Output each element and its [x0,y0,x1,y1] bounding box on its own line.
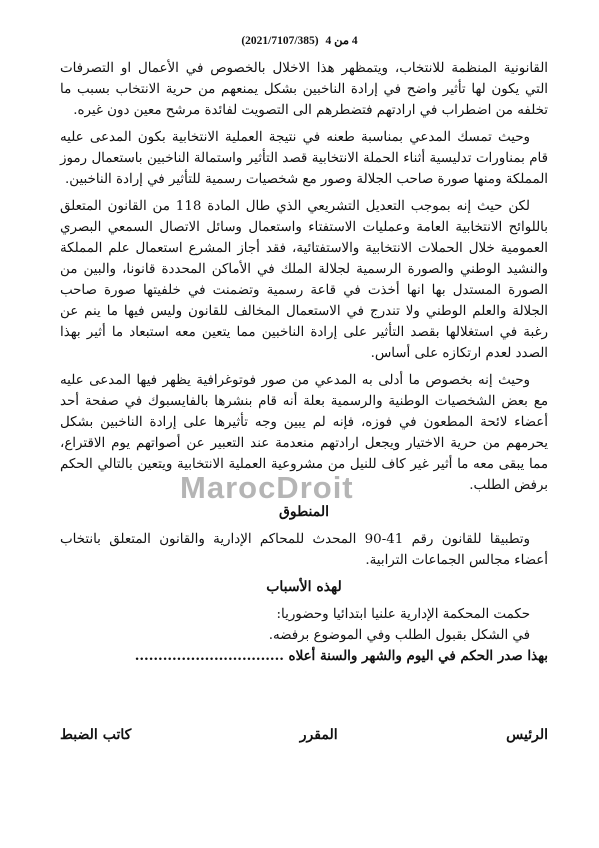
page-number: 4 من 4 [325,35,358,47]
operative-text: وتطبيقا للقانون رقم 41-90 المحدث للمحاكم الإدارية والقانون المتعلق بانتخاب أعضاء مجالس الجماعات الترابية. [60,532,548,568]
watermark: MarocDroit [180,470,354,505]
signature-clerk: كاتب الضبط [60,727,132,743]
case-number: (2021/7107/385) [241,35,319,47]
paragraph: وحيث تمسك المدعي بمناسبة طعنه في نتيجة العملية الانتخابية بكون المدعى عليه قام بمناورات تدليسية أثناء الحملة الانتخابية قصد التأثير واستمالة الناخبين باستعمال رموز المملكة ومنها صورة صاحب الجلالة وصور مع شخصيات رسمية للتأثير في إرادة الناخبين. [60,130,548,187]
page-header [0,33,599,47]
verdict-line: في الشكل بقبول الطلب وفي الموضوع برفضه. [268,628,530,643]
paragraph: القانونية المنظمة للانتخاب، ويتمظهر هذا الاخلال بالخصوص في الأعمال او التصرفات التي يكون لها تأثير واضح في إرادة الناخبين بشكل يمنعهم من حرية الانتخاب بسبب ما تخلفه من اضطراب في ارادتهم فتضطرهم الى التصويت لفائدة مرشح معين دون غيره. [60,61,548,118]
verdict-block [60,604,548,646]
paragraph: لكن حيث إنه بموجب التعديل التشريعي الذي طال المادة 118 من القانون المتعلق باللوائح الانتخابية العامة وعمليات الاستفتاء واستعمال وسائل الاتصال السمعي البصري العمومية خلال الحملات الانتخابية والاستفتائية، فقد أجاز المشرع استعمال علم المملكة والنشيد الوطني والصورة الرسمية لجلالة الملك في الأماكن المحددة قانونا، والبين من الصورة المستدل بها انها أخذت في قاعة رسمية وتضمنت في خلفيتها صورة صاحب الجلالة والعلم الوطني ولا تندرج في الاستعمال المخالف للقانون وليس فيها ما ينم عن رغبة في استغلالها بقصد التأثير على إرادة الناخبين مما يتعين معه استبعاد ما أثير بهذا الصدد لعدم ارتكازه على أساس. [60,199,548,361]
paragraph: وحيث إنه بخصوص ما أدلى به المدعي من صور فوتوغرافية يظهر فيها المدعى عليه مع بعض الشخصيات الوطنية والرسمية بعلة أنه قام بنشرها بالفايسبوك في صفحة أحد أعضاء لائحة المطعون في فوزه، فإنه لم يبين وجه تأثيرها على إرادة الناخبين بشكل يحرمهم من حرية الاختيار ويجعل ارادتهم منعدمة عند التعبير عن أصواتهم يوم الاقتراع، مما يبقى معه ما أثير غير كاف للنيل من مشروعية العملية الانتخابية ويتعين بالتالي الحكم برفض الطلب. [60,373,548,493]
closing-statement: بهذا صدر الحكم في اليوم والشهر والسنة أعلاه ................................ [134,648,548,664]
operative-title: المنطوق [278,504,330,520]
reasons-title: لهذه الأسباب [266,579,342,595]
signatures-row [60,727,548,743]
signature-rapporteur: المقرر [299,727,338,743]
judgment-body [60,58,548,673]
verdict-line: حكمت المحكمة الإدارية علنيا ابتدائيا وحضوريا: [276,607,530,622]
signature-president: الرئيس [506,727,548,743]
